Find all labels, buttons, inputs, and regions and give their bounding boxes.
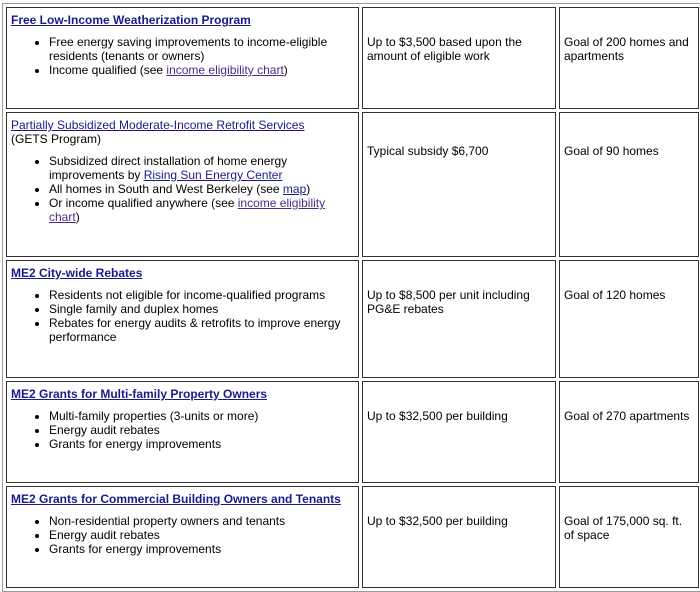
list-item xyxy=(49,154,355,182)
programs-table xyxy=(2,3,700,592)
program-subtitle: (GETS Program) xyxy=(11,132,102,146)
table-row xyxy=(6,112,699,257)
list-item: • Residents not eligible for income-qualified programs xyxy=(49,288,355,302)
goal-text: Goal of 120 homes xyxy=(564,288,666,302)
amount-cell xyxy=(362,381,556,483)
program-bullets xyxy=(11,514,355,556)
amount-text: Up to $8,500 per unit including PG&E rebates xyxy=(367,288,530,316)
list-item: • Single family and duplex homes xyxy=(49,302,355,316)
program-bullets xyxy=(11,154,355,224)
income-eligibility-link[interactable]: income eligibility chart xyxy=(49,196,326,224)
goal-cell xyxy=(559,260,699,378)
amount-cell xyxy=(362,7,556,109)
goal-text: Goal of 175,000 sq. ft. of space xyxy=(564,514,683,542)
amount-text: Typical subsidy $6,700 xyxy=(367,144,489,158)
bullet-text: Or income qualified anywhere (see xyxy=(49,196,238,210)
goal-text: Goal of 200 homes and apartments xyxy=(564,35,689,63)
bullet-text: ) xyxy=(306,182,311,196)
bullet-text: ) xyxy=(75,210,80,224)
list-item: • Energy audit rebates xyxy=(49,528,355,542)
program-cell xyxy=(6,381,359,483)
list-item xyxy=(49,196,355,224)
map-link[interactable]: map xyxy=(282,182,307,196)
amount-cell xyxy=(362,486,556,588)
list-item: • Grants for energy improvements xyxy=(49,542,355,556)
program-bullets xyxy=(11,288,355,344)
list-item: • Free energy saving improvements to income-eligible residents (tenants or owners) xyxy=(49,35,355,63)
rising-sun-link[interactable]: Rising Sun Energy Center xyxy=(143,168,283,182)
list-item: • Rebates for energy audits & retrofits to improve energy performance xyxy=(49,316,355,344)
list-item: • Energy audit rebates xyxy=(49,423,355,437)
amount-text: Up to $32,500 per building xyxy=(367,514,508,528)
list-item: • Multi-family properties (3-units or more) xyxy=(49,409,355,423)
program-cell xyxy=(6,486,359,588)
goal-cell xyxy=(559,486,699,588)
bullet-text: Income qualified (see xyxy=(49,63,167,77)
list-item: • Grants for energy improvements xyxy=(49,437,355,451)
goal-cell xyxy=(559,112,699,257)
goal-text: Goal of 270 apartments xyxy=(564,409,690,423)
program-bullets xyxy=(11,35,355,77)
table-row xyxy=(6,381,699,483)
table-row xyxy=(6,486,699,588)
list-item xyxy=(49,63,355,77)
bullet-text: ) xyxy=(283,63,288,77)
amount-cell xyxy=(362,112,556,257)
bullet-text: Subsidized direct installation of home energy improvements by xyxy=(49,154,288,182)
goal-text: Goal of 90 homes xyxy=(564,144,659,158)
program-cell xyxy=(6,112,359,257)
program-bullets xyxy=(11,409,355,451)
list-item: • Non-residential property owners and tenants xyxy=(49,514,355,528)
income-eligibility-link[interactable]: income eligibility chart xyxy=(166,63,284,77)
program-title-link[interactable]: Partially Subsidized Moderate-Income Retrofit Services xyxy=(11,118,305,132)
program-title-link[interactable]: ME2 City-wide Rebates xyxy=(11,266,143,280)
amount-text: Up to $32,500 per building xyxy=(367,409,508,423)
amount-text: Up to $3,500 based upon the amount of eligible work xyxy=(367,35,522,63)
list-item xyxy=(49,182,355,196)
program-cell xyxy=(6,7,359,109)
goal-cell xyxy=(559,381,699,483)
table-row xyxy=(6,7,699,109)
program-title-link[interactable]: Free Low-Income Weatherization Program xyxy=(11,13,251,27)
amount-cell xyxy=(362,260,556,378)
goal-cell xyxy=(559,7,699,109)
program-title-link[interactable]: ME2 Grants for Multi-family Property Owners xyxy=(11,387,268,401)
program-cell xyxy=(6,260,359,378)
table-row xyxy=(6,260,699,378)
bullet-text: All homes in South and West Berkeley (see xyxy=(49,182,283,196)
program-title-link[interactable]: ME2 Grants for Commercial Building Owners and Tenants xyxy=(11,492,341,506)
